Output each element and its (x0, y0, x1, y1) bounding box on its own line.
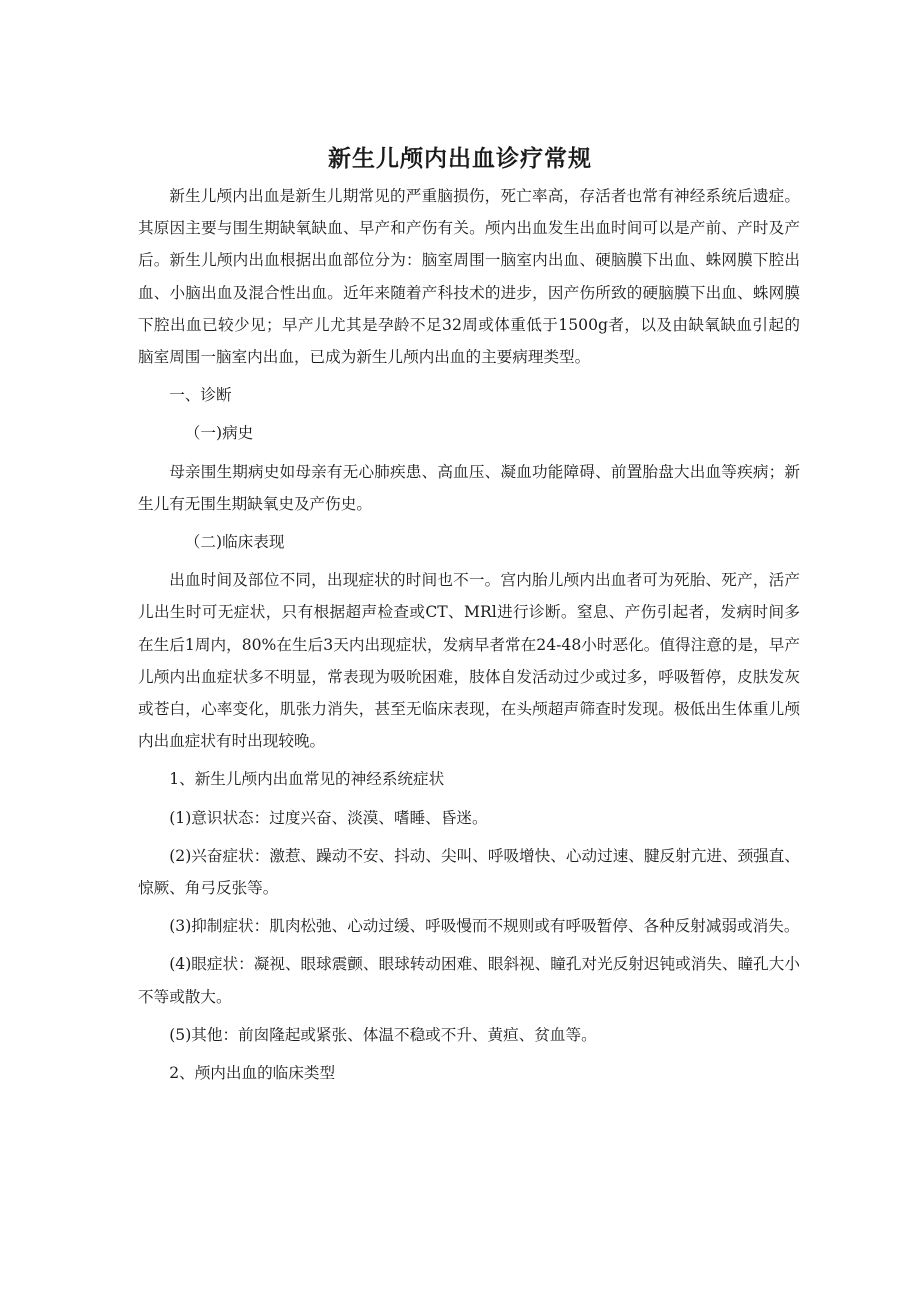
history-paragraph: 母亲围生期病史如母亲有无心肺疾患、高血压、凝血功能障碍、前置胎盘大出血等疾病；新生儿有无围生期缺氧史及产伤史。 (138, 462, 800, 513)
symptom-item-other: (5)其他：前囱隆起或紧张、体温不稳或不升、黄疸、贫血等。 (169, 1025, 597, 1044)
section-heading-diagnosis: 一、诊断 (169, 386, 232, 405)
symptoms-heading: 1、新生儿颅内出血常见的神经系统症状 (169, 770, 445, 789)
subsection-heading-history: （一)病史 (184, 424, 254, 443)
intro-paragraph: 新生儿颅内出血是新生儿期常见的严重脑损伤，死亡率高，存活者也常有神经系统后遗症。其原因主要与围生期缺氧缺血、早产和产伤有关。颅内出血发生出血时间可以是产前、产时及产后。新生儿颅内出血根据出血部位分为：脑室周围一脑室内出血、硬脑膜下出血、蛛网膜下腔出血、小脑出血及混合性出血。近年来随着产科技术的进步，因产伤所致的硬脑膜下出血、蛛网膜下腔出血已较少见；早产儿尤其是孕龄不足32周或体重低于1500g者，以及由缺氧缺血引起的脑室周围一脑室内出血，已成为新生儿颅内出血的主要病理类型。 (138, 187, 800, 367)
symptom-item-consciousness: (1)意识状态：过度兴奋、淡漠、嗜睡、昏迷。 (169, 808, 488, 827)
subsection-heading-clinical: （二)临床表现 (184, 533, 285, 552)
symptom-item-inhibition: (3)抑制症状：肌肉松弛、心动过缓、呼吸慢而不规则或有呼吸暂停、各种反射减弱或消失。 (169, 917, 800, 936)
document-body (138, 180, 800, 1089)
symptom-item-eye: (4)眼症状：凝视、眼球震颤、眼球转动困难、眼斜视、瞳孔对光反射迟钝或消失、瞳孔大小不等或散大。 (138, 955, 800, 1006)
clinical-types-heading: 2、颅内出血的临床类型 (169, 1064, 336, 1083)
clinical-paragraph: 出血时间及部位不同，出现症状的时间也不一。宫内胎儿颅内出血者可为死胎、死产，活产儿出生时可无症状，只有根据超声检查或CT、MRl进行诊断。窒息、产伤引起者，发病时间多在生后1周内，80%在生后3天内出现症状，发病早者常在24-48小时恶化。值得注意的是，早产儿颅内出血症状多不明显，常表现为吸吮困难，肢体自发活动过少或过多，呼吸暂停，皮肤发灰或苍白，心率变化，肌张力消失，甚至无临床表现，在头颅超声筛查时发现。极低出生体重儿颅内出血症状有时出现较晚。 (138, 571, 800, 751)
document-title: 新生儿颅内出血诊疗常规 (328, 145, 592, 172)
symptom-item-excitation: (2)兴奋症状：激惹、躁动不安、抖动、尖叫、呼吸增快、心动过速、腱反射亢进、颈强直、惊厥、角弓反张等。 (138, 846, 800, 898)
